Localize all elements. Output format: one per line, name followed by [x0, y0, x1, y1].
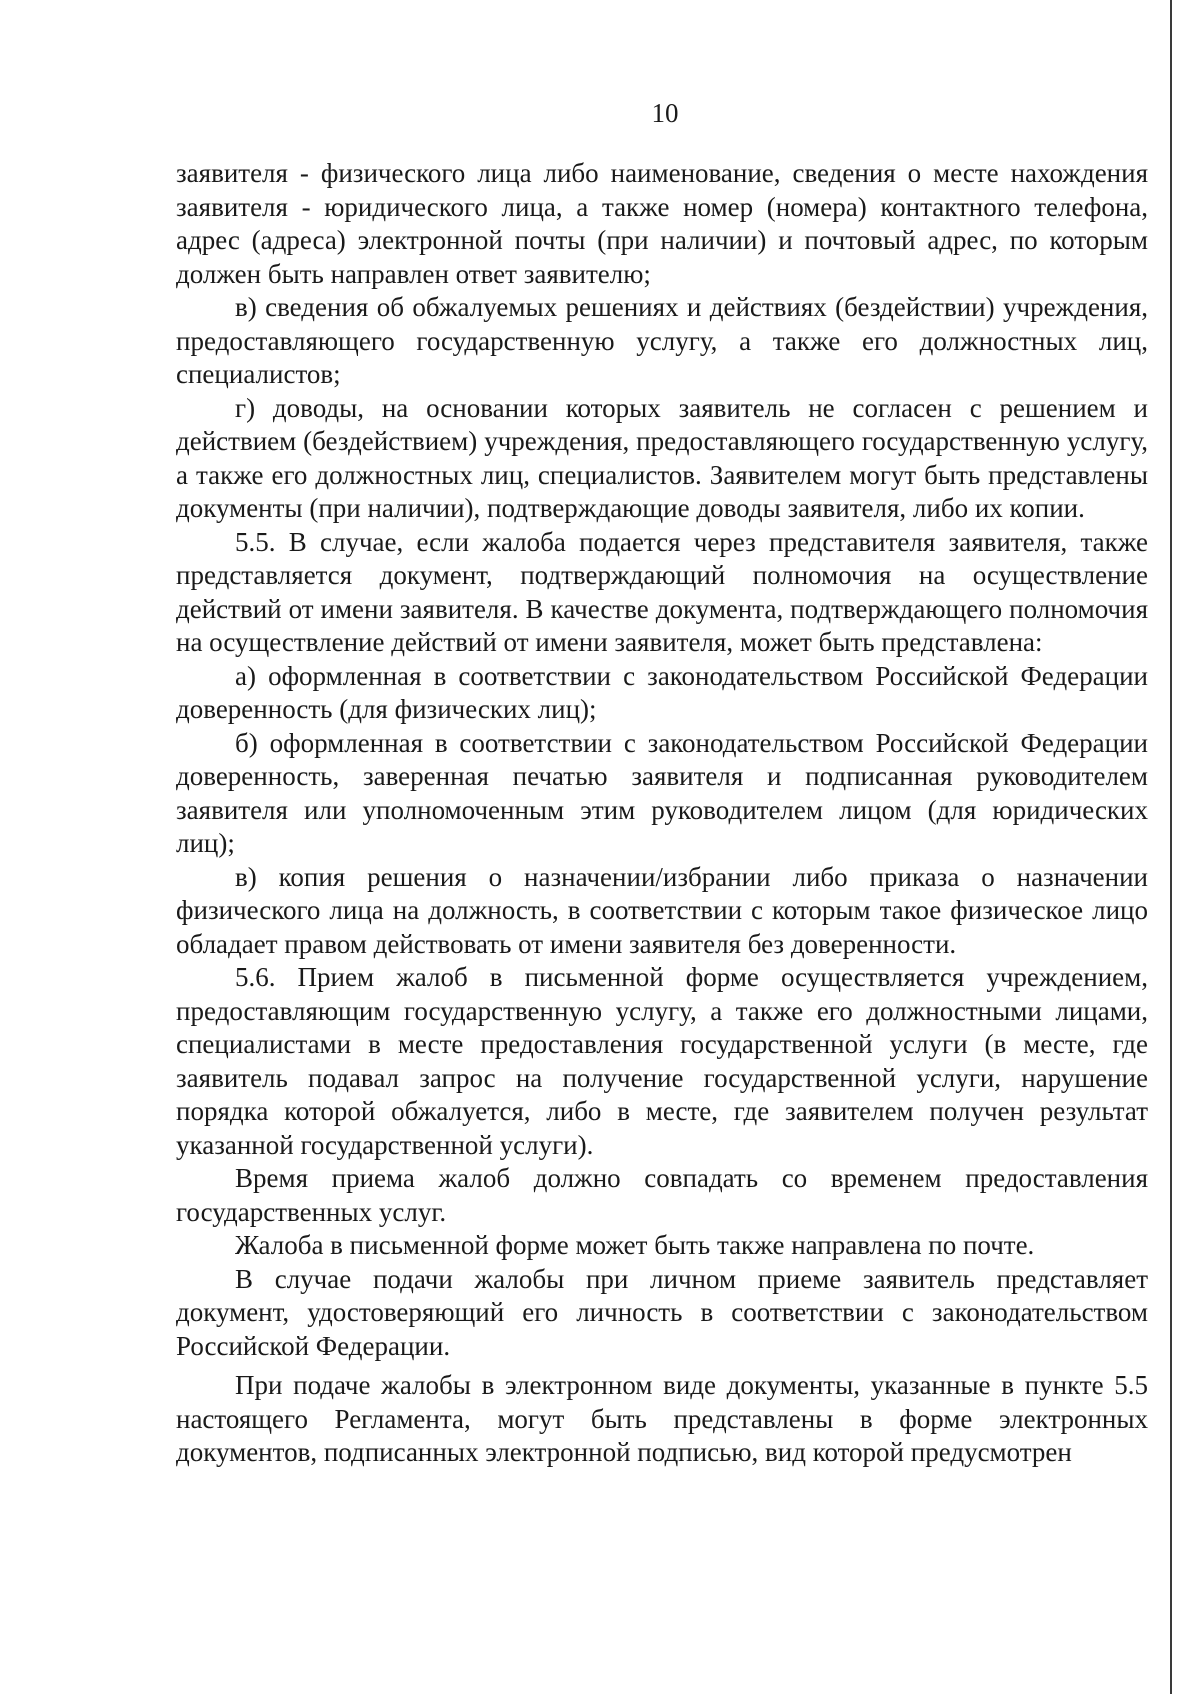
- paragraph-item-v-appealed-decisions: в) сведения об обжалуемых решениях и действиях (бездействии) учреждения, предоставляющего государственную услугу, а также его должностных лиц, специалистов;: [176, 292, 1148, 389]
- scan-edge-line: [1170, 0, 1172, 1694]
- paragraph-applicant-details: заявителя - физического лица либо наименование, сведения о месте нахождения заявителя - юридического лица, а также номер (номера) контактного телефона, адрес (адреса) электронной почты (при наличии) и почтовый адрес, по которым должен быть направлен ответ заявителю;: [176, 158, 1148, 289]
- paragraph-item-v-appointment-decision: в) копия решения о назначении/избрании либо приказа о назначении физического лица на должность, в соответствии с которым такое физическое лицо обладает правом действовать от имени заявителя без доверенности.: [176, 861, 1148, 959]
- paragraph-postal-complaint: Жалоба в письменной форме может быть также направлена по почте.: [235, 1230, 1035, 1260]
- paragraph-5-6-written-complaints: 5.6. Прием жалоб в письменной форме осуществляется учреждением, предоставляющим государственную услугу, а также его должностными лицами, специалистами в месте предоставления государственной услуги (в месте, где заявитель подавал запрос на получение государственной услуги, нарушение порядка которой обжалуется, либо в месте, где заявителем получен результат указанной государственной услуги).: [176, 962, 1148, 1160]
- paragraph-personal-reception: В случае подачи жалобы при личном приеме заявитель представляет документ, удостоверяющий его личность в соответствии с законодательством Российской Федерации.: [176, 1263, 1148, 1361]
- paragraph-item-a-power-of-attorney-individuals: а) оформленная в соответствии с законодательством Российской Федерации доверенность (для физических лиц);: [176, 660, 1148, 724]
- paragraph-item-b-power-of-attorney-legal-entities: б) оформленная в соответствии с законодательством Российской Федерации доверенность, заверенная печатью заявителя и подписанная руководителем заявителя или уполномоченным этим руководителем лицом (для юридических лиц);: [176, 727, 1148, 858]
- paragraph-reception-time: Время приема жалоб должно совпадать со временем предоставления государственных услуг.: [176, 1163, 1148, 1227]
- page-number: 10: [651, 98, 679, 128]
- body-text: [176, 157, 1148, 1470]
- paragraph-item-g-arguments: г) доводы, на основании которых заявитель не согласен с решением и действием (бездействием) учреждения, предоставляющего государственную услугу, а также его должностных лиц, специалистов. Заявителем могут быть представлены документы (при наличии), подтверждающие доводы заявителя, либо их копии.: [176, 392, 1148, 523]
- paragraph-electronic-submission: При подаче жалобы в электронном виде документы, указанные в пункте 5.5 настоящего Регламента, могут быть представлены в форме электронных документов, подписанных электронной подписью, вид которой предусмотрен: [176, 1370, 1148, 1467]
- paragraph-5-5-representative: 5.5. В случае, если жалоба подается через представителя заявителя, также представляется документ, подтверждающий полномочия на осуществление действий от имени заявителя. В качестве документа, подтверждающего полномочия на осуществление действий от имени заявителя, может быть представлена:: [176, 526, 1148, 657]
